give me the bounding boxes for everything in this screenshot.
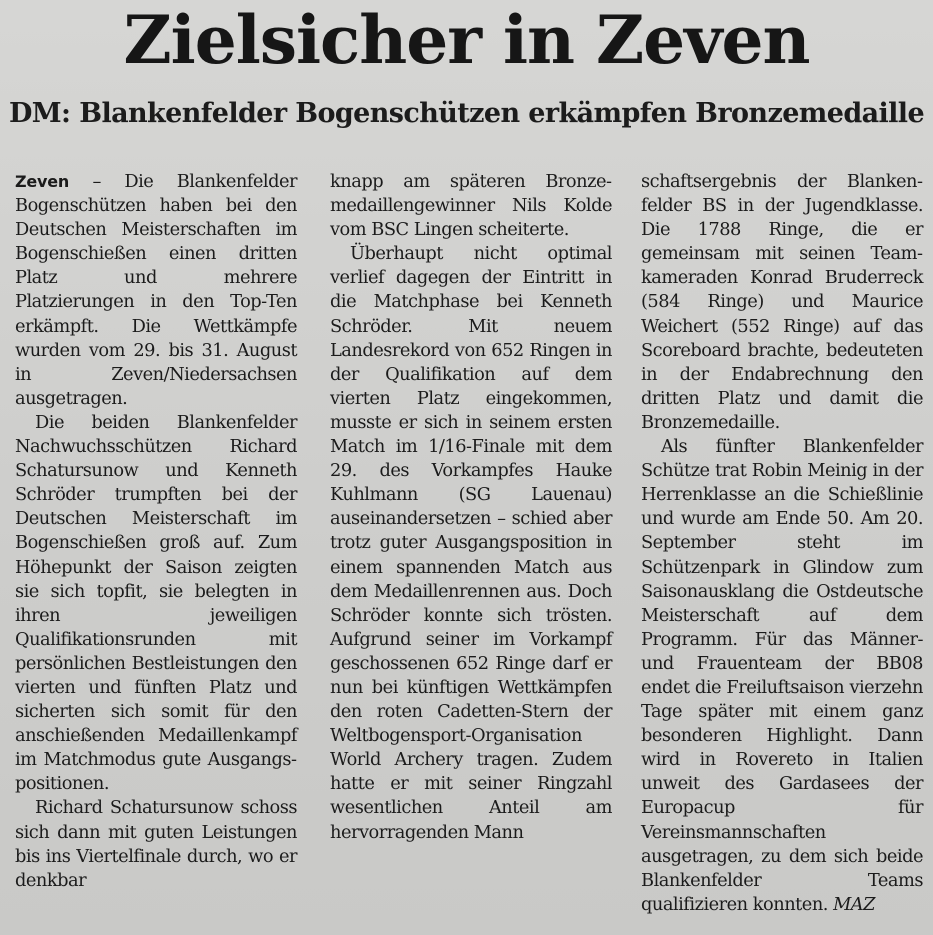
paragraph-text: – Die Blankenfelder Bogenschützen haben bei den Deutschen Meisterschaften im Bogenschießen einen dritten Platz und mehrere Platzierungen in den Top-Ten erkämpft. Die Wettkämpfe wurden vom 29. bis 31. August in Zeven/Niedersachsen ausgetragen.	[15, 171, 297, 409]
article-column-3	[641, 170, 923, 917]
paragraph: Überhaupt nicht optimal verlief dagegen der Eintritt in die Matchphase bei Kenneth Schröder. Mit neuem Landesrekord von 652 Ringen in der Qualifikation auf dem vierten Platz eingekommen, musste er sich in seinem ersten Match im 1/16-Finale mit dem 29. des Vorkampfes Hauke Kuhlmann (SG Lauenau) auseinandersetzen – schied aber trotz guter Ausgangsposition in einem spannenden Match aus dem Medaillenrennen aus. Doch Schröder konnte sich trösten. Aufgrund seiner im Vorkampf geschossenen 652 Ringe darf er nun bei künftigen Wettkämpfen den roten Cadetten-Stern der Weltbogensport-Organisation World Archery tragen. Zudem hatte er mit seiner Ringzahl wesentlichen Anteil am hervorragenden Mann	[330, 243, 612, 843]
paragraph: Richard Schatursunow schoss sich dann mit guten Leistungen bis ins Viertelfinale durch, wo er denkbar	[15, 797, 297, 891]
paragraph: knapp am späteren Bronzemedaillengewinner Nils Kolde vom BSC Lingen scheiterte.	[330, 171, 612, 241]
headline: Zielsicher in Zeven	[123, 1, 810, 79]
paragraph	[641, 435, 923, 917]
article-column-2	[330, 170, 612, 845]
paragraph	[15, 170, 297, 411]
dateline: Zeven	[15, 172, 70, 191]
subheadline: DM: Blankenfelder Bogenschützen erkämpfen Bronzemedaille	[8, 98, 925, 129]
article-column-1	[15, 170, 297, 893]
paragraph: Die beiden Blankenfelder Nachwuchsschützen Richard Schatursunow und Kenneth Schröder trumpften bei der Deutschen Meisterschaft im Bogenschießen groß auf. Zum Höhepunkt der Saison zeigten sie sich topfit, sie belegten in ihren jeweiligen Qualifikationsrunden mit persönlichen Bestleistungen den vierten und fünften Platz und sicherten sich somit für den anschießenden Medaillenkampf im Matchmodus gute Ausgangspositionen.	[15, 411, 297, 795]
paragraph: schaftsergebnis der Blankenfelder BS in der Jugendklasse. Die 1788 Ringe, die er gemeinsam mit seinen Teamkameraden Konrad Bruderreck (584 Ringe) und Maurice Weichert (552 Ringe) auf das Scoreboard brachte, bedeuteten in der Endabrechnung den dritten Platz und damit die Bronzemedaille.	[641, 171, 923, 433]
paragraph-text: Als fünfter Blankenfelder Schütze trat Robin Meinig in der Herrenklasse an die Schießlinie und wurde am Ende 50. Am 20. September steht im Schützenpark in Glindow zum Saisonausklang die Ostdeutsche Meisterschaft auf dem Programm. Für das Männer- und Frauenteam der BB08 endet die Freiluftsaison vierzehn Tage später mit einem ganz besonderen Highlight. Dann wird in Rovereto in Italien unweit des Gardasees der Europacup für Vereinsmannschaften ausgetragen, zu dem sich beide Blankenfelder Teams qualifizieren konnten.	[641, 436, 923, 915]
author-signature: MAZ	[833, 893, 875, 915]
